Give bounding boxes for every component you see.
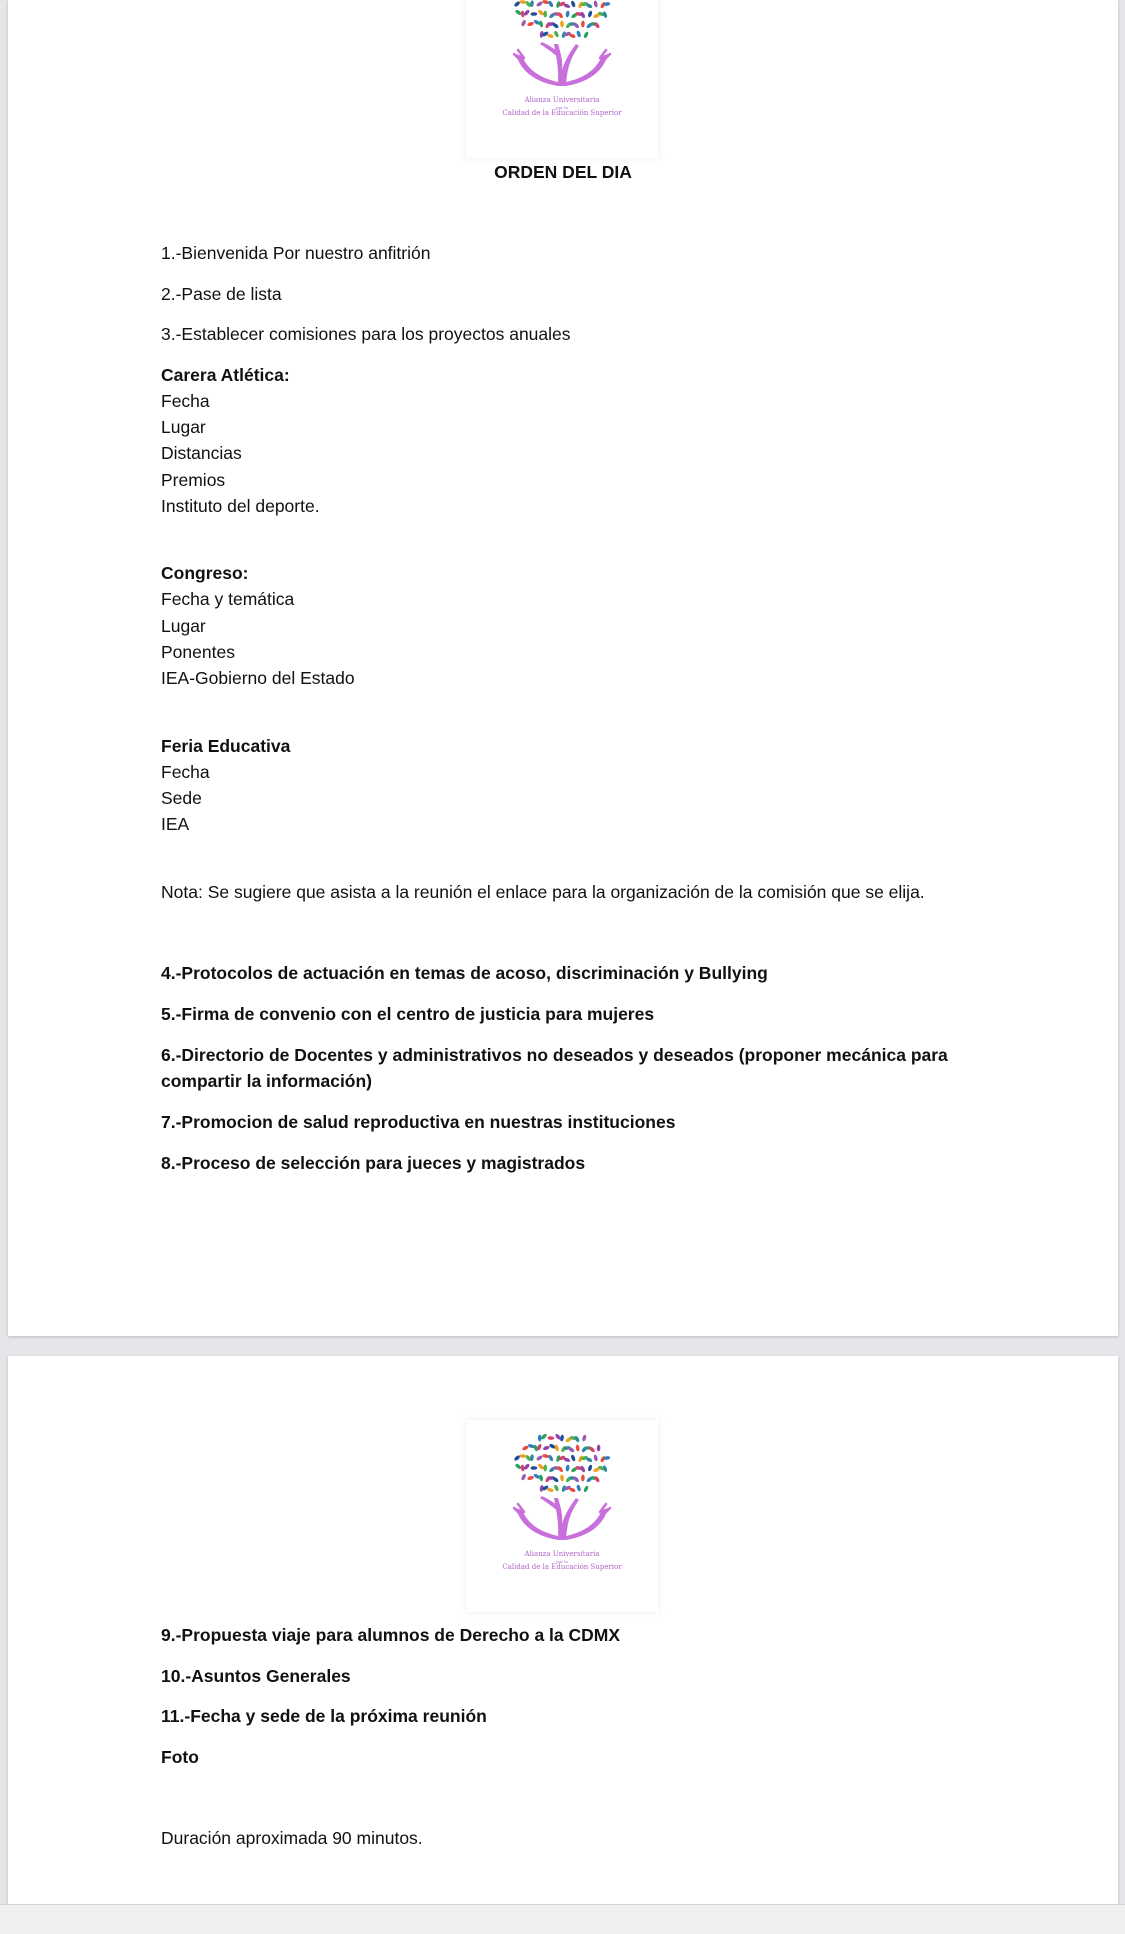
congreso-line: IEA-Gobierno del Estado bbox=[161, 668, 355, 688]
logo-text-line1: Alianza Universitaria bbox=[524, 1550, 600, 1558]
duration-text: Duración aproximada 90 minutos. bbox=[161, 1828, 423, 1848]
agenda-item-5: 5.-Firma de convenio con el centro de justicia para mujeres bbox=[161, 1004, 655, 1024]
note-text: Nota: Se sugiere que asista a la reunión el enlace para la organización de la comisión que se elija. bbox=[161, 882, 925, 902]
organization-logo bbox=[466, 1420, 658, 1612]
congreso-line: Fecha y temática bbox=[161, 589, 295, 609]
agenda-item-1: 1.-Bienvenida Por nuestro anfitrión bbox=[161, 243, 431, 263]
feria-line: Sede bbox=[161, 788, 202, 808]
feria-line: Fecha bbox=[161, 762, 210, 782]
carrera-line: Instituto del deporte. bbox=[161, 496, 320, 516]
tree-hands-logo-icon bbox=[466, 0, 658, 158]
carrera-line: Fecha bbox=[161, 391, 210, 411]
logo-text-line3: Calidad de la Educación Superior bbox=[502, 109, 622, 117]
tree-hands-logo-icon bbox=[466, 1420, 658, 1612]
agenda-item-10: 10.-Asuntos Generales bbox=[161, 1666, 351, 1686]
logo-text-line2: por la bbox=[556, 105, 568, 110]
document-page-1 bbox=[8, 0, 1118, 1336]
congreso-line: Lugar bbox=[161, 616, 206, 636]
logo-text-line3: Calidad de la Educación Superior bbox=[502, 1563, 622, 1571]
agenda-item-2: 2.-Pase de lista bbox=[161, 284, 282, 304]
agenda-item-8: 8.-Proceso de selección para jueces y magistrados bbox=[161, 1153, 586, 1173]
agenda-item-foto: Foto bbox=[161, 1747, 199, 1767]
document-page-2 bbox=[8, 1356, 1118, 1916]
viewer-bottom-bar bbox=[0, 1904, 1125, 1934]
agenda-title: ORDEN DEL DIA bbox=[494, 162, 632, 182]
agenda-item-6: 6.-Directorio de Docentes y administrativos no deseados y deseados (proponer mecánica para bbox=[161, 1045, 948, 1065]
agenda-item-11: 11.-Fecha y sede de la próxima reunión bbox=[161, 1706, 487, 1726]
congreso-line: Ponentes bbox=[161, 642, 235, 662]
section-heading-carrera: Carera Atlética: bbox=[161, 365, 290, 385]
agenda-item-9: 9.-Propuesta viaje para alumnos de Derecho a la CDMX bbox=[161, 1625, 621, 1645]
agenda-item-3: 3.-Establecer comisiones para los proyectos anuales bbox=[161, 324, 571, 344]
agenda-item-7: 7.-Promocion de salud reproductiva en nuestras instituciones bbox=[161, 1112, 676, 1132]
logo-text-line2: por la bbox=[556, 1559, 568, 1564]
logo-text-line1: Alianza Universitaria bbox=[524, 96, 600, 104]
carrera-line: Distancias bbox=[161, 443, 242, 463]
carrera-line: Premios bbox=[161, 470, 226, 490]
section-heading-congreso: Congreso: bbox=[161, 563, 249, 583]
feria-line: IEA bbox=[161, 814, 190, 834]
section-heading-feria: Feria Educativa bbox=[161, 736, 291, 756]
organization-logo bbox=[466, 0, 658, 158]
agenda-item-6-continued: compartir la información) bbox=[161, 1071, 373, 1091]
agenda-item-4: 4.-Protocolos de actuación en temas de acoso, discriminación y Bullying bbox=[161, 963, 768, 983]
carrera-line: Lugar bbox=[161, 417, 206, 437]
